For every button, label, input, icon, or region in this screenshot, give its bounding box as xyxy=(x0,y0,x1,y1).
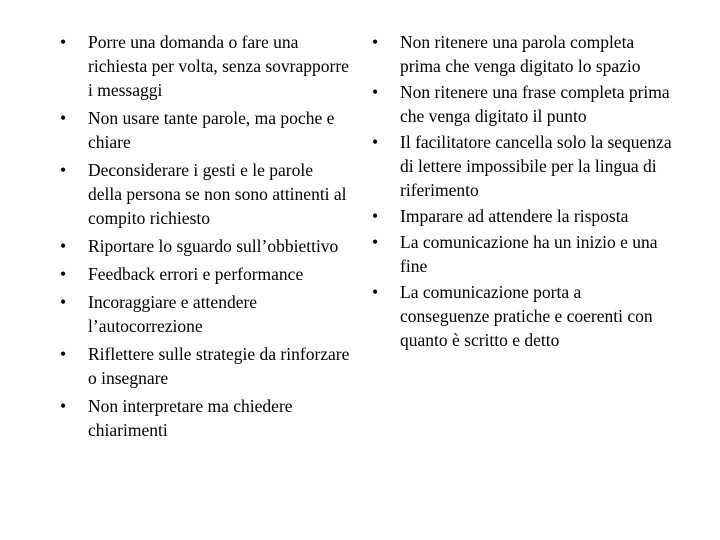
list-item xyxy=(60,262,350,286)
list-item-text: Porre una domanda o fare una richiesta per volta, senza sovrapporre i messaggi xyxy=(88,32,349,100)
list-item-text: Non interpretare ma chiedere chiarimenti xyxy=(88,396,293,440)
right-bullet-list xyxy=(372,30,672,354)
list-item xyxy=(60,158,350,230)
list-item xyxy=(60,30,350,102)
list-item-text: Non usare tante parole, ma poche e chiare xyxy=(88,108,335,152)
list-item xyxy=(60,290,350,338)
bullet-icon: • xyxy=(60,292,67,312)
list-item-text: Deconsiderare i gesti e le parole della persona se non sono attinenti al compito richiesto xyxy=(88,160,347,228)
list-item-text: Riportare lo sguardo sull’obbiettivo xyxy=(88,236,339,256)
list-item-text: La comunicazione porta a conseguenze pratiche e coerenti con quanto è scritto e detto xyxy=(400,282,653,350)
bullet-icon: • xyxy=(60,32,67,52)
list-item-text: Incoraggiare e attendere l’autocorrezione xyxy=(88,292,258,336)
list-item-text: Feedback errori e performance xyxy=(88,264,304,284)
bullet-icon: • xyxy=(372,132,379,152)
bullet-icon: • xyxy=(60,344,67,364)
list-item-text: Imparare ad attendere la risposta xyxy=(400,206,629,226)
bullet-icon: • xyxy=(372,206,379,226)
list-item-text: Non ritenere una parola completa prima che venga digitato lo spazio xyxy=(400,32,641,76)
list-item xyxy=(60,342,350,390)
bullet-icon: • xyxy=(60,264,67,284)
list-item xyxy=(372,230,672,278)
list-item-text: La comunicazione ha un inizio e una fine xyxy=(400,232,658,276)
list-item xyxy=(372,80,672,128)
list-item xyxy=(372,30,672,78)
bullet-icon: • xyxy=(372,32,379,52)
list-item xyxy=(372,280,672,352)
list-item xyxy=(60,394,350,442)
bullet-icon: • xyxy=(60,108,67,128)
list-item xyxy=(60,106,350,154)
bullet-icon: • xyxy=(372,232,379,252)
bullet-icon: • xyxy=(60,396,67,416)
bullet-icon: • xyxy=(372,82,379,102)
bullet-icon: • xyxy=(60,160,67,180)
list-item-text: Il facilitatore cancella solo la sequenza di lettere impossibile per la lingua di riferimento xyxy=(400,132,672,200)
bullet-icon: • xyxy=(60,236,67,256)
left-bullet-list xyxy=(60,30,350,446)
bullet-icon: • xyxy=(372,282,379,302)
list-item xyxy=(372,130,672,202)
list-item xyxy=(60,234,350,258)
list-item-text: Riflettere sulle strategie da rinforzare o insegnare xyxy=(88,344,350,388)
list-item-text: Non ritenere una frase completa prima che venga digitato il punto xyxy=(400,82,670,126)
list-item xyxy=(372,204,672,228)
